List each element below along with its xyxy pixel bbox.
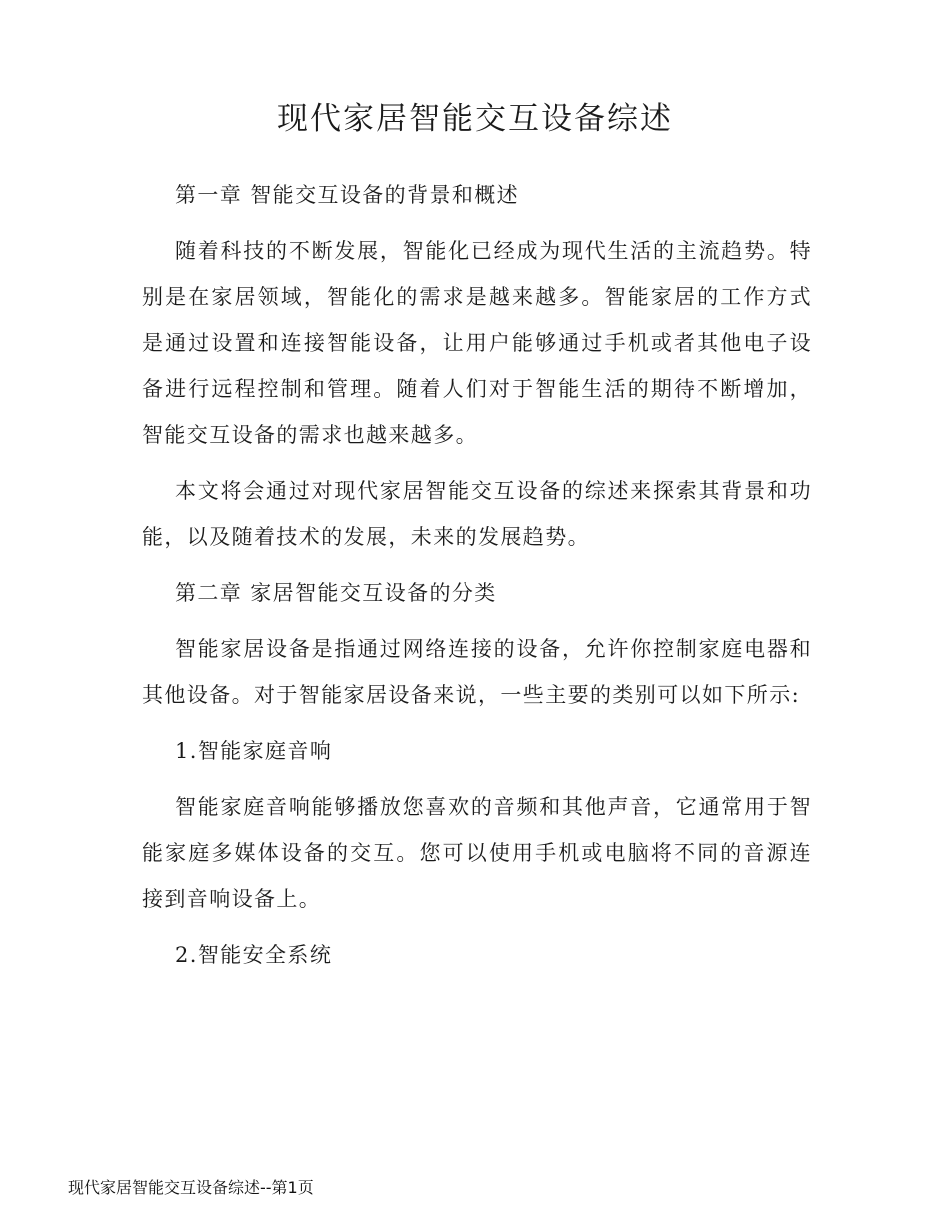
document-title: 现代家居智能交互设备综述	[277, 101, 673, 137]
page-footer: 现代家居智能交互设备综述--第1页	[68, 1178, 314, 1197]
list-item-heading: 1.智能家庭音响	[175, 739, 333, 763]
list-item-heading: 2.智能安全系统	[175, 943, 333, 967]
paragraph: 智能家庭音响能够播放您喜欢的音频和其他声音，它通常用于智能家庭多媒体设备的交互。您可以使用手机或电脑将不同的音源连接到音响设备上。	[142, 795, 812, 911]
paragraph: 随着科技的不断发展，智能化已经成为现代生活的主流趋势。特别是在家居领域，智能化的需求是越来越多。智能家居的工作方式是通过设置和连接智能设备，让用户能够通过手机或者其他电子设备进行远程控制和管理。随着人们对于智能生活的期待不断增加，智能交互设备的需求也越来越多。	[142, 239, 812, 447]
chapter-heading: 第一章 智能交互设备的背景和概述	[175, 183, 520, 207]
paragraph: 本文将会通过对现代家居智能交互设备的综述来探索其背景和功能，以及随着技术的发展，未来的发展趋势。	[142, 479, 812, 549]
document-body	[142, 172, 812, 988]
paragraph: 智能家居设备是指通过网络连接的设备，允许你控制家庭电器和其他设备。对于智能家居设备来说，一些主要的类别可以如下所示:	[142, 637, 812, 707]
chapter-heading: 第二章 家居智能交互设备的分类	[175, 581, 497, 605]
